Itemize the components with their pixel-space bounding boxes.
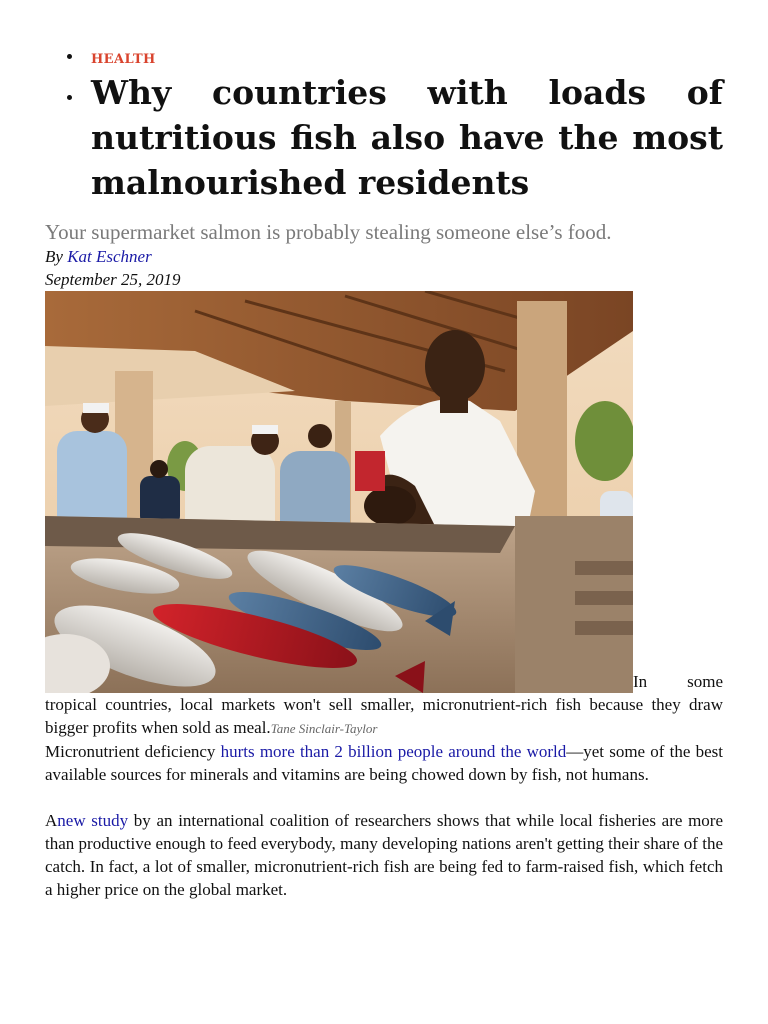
subtitle: Your supermarket salmon is probably stealing someone else’s food. xyxy=(45,220,612,244)
article xyxy=(45,0,723,901)
paragraph-2-rest: by an international coalition of researchers shows that while local fisheries are more than productive enough to feed everybody, many developing nations aren't getting their share of the catch. In fact, a lot of smaller, micronutrient-rich fish are being fed to farm-raised fish, which fetch a higher price on the global market. xyxy=(45,811,723,899)
byline xyxy=(45,245,723,268)
publish-date: September 25, 2019 xyxy=(45,270,181,289)
article-header xyxy=(45,48,723,205)
photo-credit: Tane Sinclair-Taylor xyxy=(270,721,378,736)
paragraph-1-rest: —yet some of the best available sources for minerals and vitamins are being chowed down by fish, not humans. xyxy=(45,742,724,784)
author-link[interactable]: Kat Eschner xyxy=(67,247,152,266)
paragraph-1-lead: Micronutrient deficiency xyxy=(45,742,216,761)
photo-caption-text: tropical countries, local markets won't sell smaller, micronutrient-rich fish because they draw bigger profits when sold as meal. xyxy=(45,695,723,737)
headline-item xyxy=(45,70,723,205)
study-link[interactable]: new study xyxy=(57,811,129,830)
category-link[interactable]: HEALTH xyxy=(91,52,156,67)
paragraph-1 xyxy=(45,740,723,786)
byline-prefix: By xyxy=(45,247,63,266)
photo-caption xyxy=(45,693,723,740)
category-item xyxy=(45,48,723,66)
headline: Why countries with loads of nutritious fish also have the most malnourished residents xyxy=(91,73,723,202)
stat-link[interactable]: hurts more than 2 billion people around the world xyxy=(220,742,567,761)
paragraph-2-lead: A xyxy=(45,811,58,830)
paragraph-2 xyxy=(45,809,723,901)
fish-market-photo xyxy=(45,291,633,693)
photo-caption-start: In some xyxy=(633,672,723,691)
photo-block xyxy=(45,291,723,693)
